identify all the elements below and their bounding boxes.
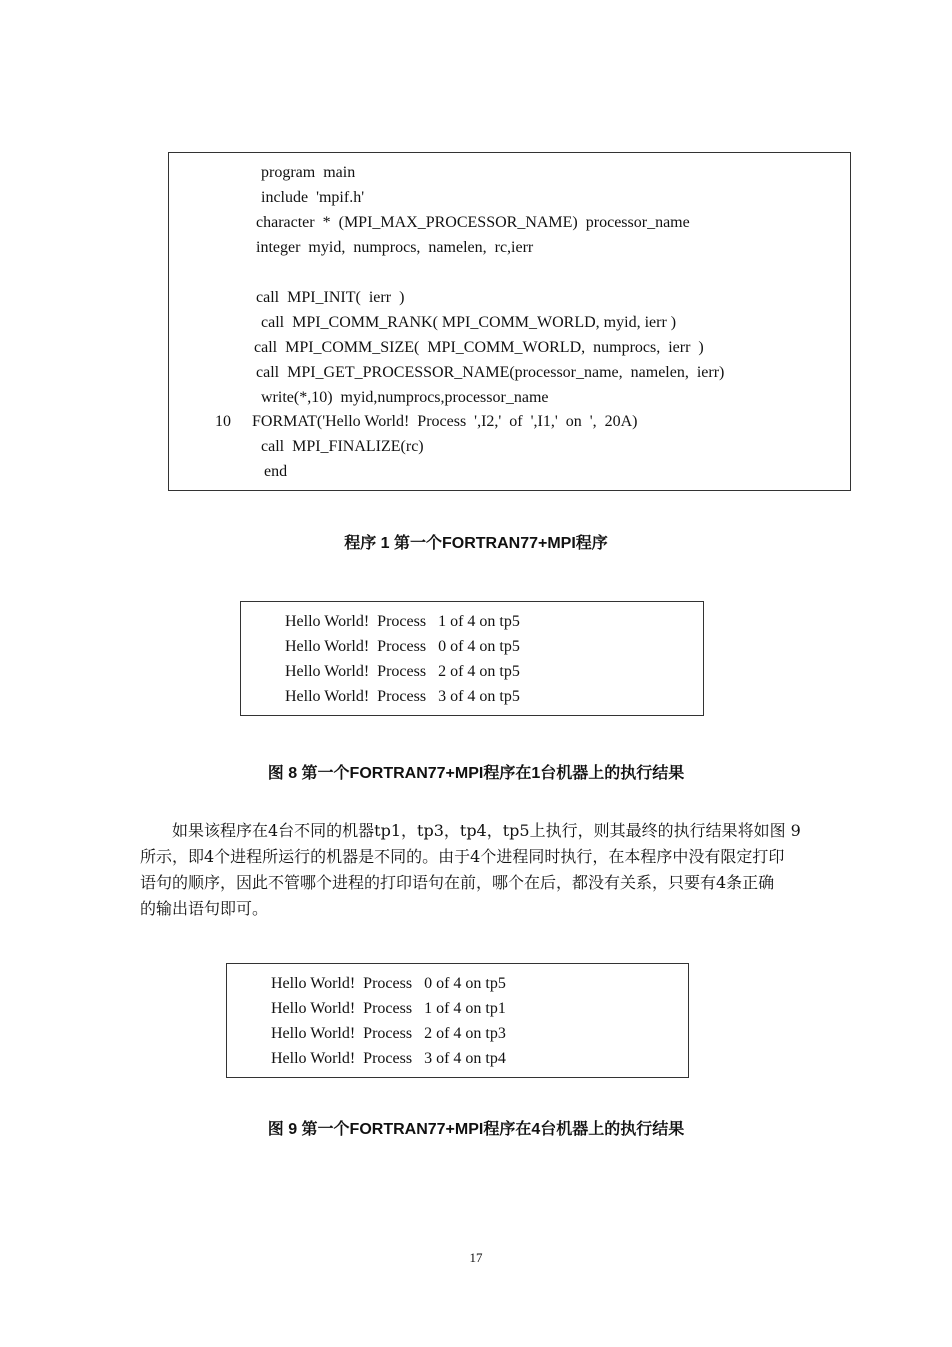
code-line: integer myid, numprocs, namelen, rc,ierr (256, 239, 534, 256)
output-line: Hello World! Process 0 of 4 on tp5 (271, 975, 506, 992)
output-line: Hello World! Process 3 of 4 on tp5 (285, 688, 520, 705)
code-label-10: 10 (215, 413, 231, 430)
output-line: Hello World! Process 1 of 4 on tp1 (271, 1000, 506, 1017)
page-number: 17 (469, 1250, 483, 1265)
paragraph-line: 语句的顺序，因此不管哪个进程的打印语句在前，哪个在后，都没有关系，只要有4条正确 (140, 873, 775, 892)
output-line: Hello World! Process 0 of 4 on tp5 (285, 638, 520, 655)
output-line: Hello World! Process 1 of 4 on tp5 (285, 613, 520, 630)
code-line: program main (261, 164, 356, 181)
code-line: call MPI_COMM_RANK( MPI_COMM_WORLD, myid, ierr ) (261, 314, 677, 331)
output-line: Hello World! Process 3 of 4 on tp4 (271, 1050, 506, 1067)
paragraph-line: 的输出语句即可。 (140, 899, 269, 918)
code-line: write(*,10) myid,numprocs,processor_name (261, 389, 549, 406)
code-line: call MPI_GET_PROCESSOR_NAME(processor_name, namelen, ierr) (256, 364, 725, 381)
output-line: Hello World! Process 2 of 4 on tp3 (271, 1025, 506, 1042)
code-line: call MPI_FINALIZE(rc) (261, 438, 424, 455)
code-line: end (264, 463, 288, 480)
code-line: character * (MPI_MAX_PROCESSOR_NAME) processor_name (256, 214, 690, 231)
caption-figure-9: 图 9 第一个FORTRAN77+MPI程序在4台机器上的执行结果 (267, 1121, 685, 1138)
body-paragraph (140, 818, 820, 922)
code-line: call MPI_INIT( ierr ) (256, 289, 405, 306)
code-line: FORMAT('Hello World! Process ',I2,' of ',I1,' on ', 20A) (252, 413, 638, 430)
paragraph-line: 如果该程序在4台不同的机器tp1，tp3，tp4，tp5上执行，则其最终的执行结果将如图 9 (140, 821, 801, 840)
caption-program-1: 程序 1 第一个FORTRAN77+MPI程序 (344, 535, 608, 552)
paragraph-line: 所示，即4个进程所运行的机器是不同的。由于4个进程同时执行，在本程序中没有限定打印 (140, 847, 785, 866)
code-line: include 'mpif.h' (261, 189, 365, 206)
output-line: Hello World! Process 2 of 4 on tp5 (285, 663, 520, 680)
caption-figure-8: 图 8 第一个FORTRAN77+MPI程序在1台机器上的执行结果 (267, 765, 685, 782)
code-line: call MPI_COMM_SIZE( MPI_COMM_WORLD, numprocs, ierr ) (254, 339, 704, 356)
